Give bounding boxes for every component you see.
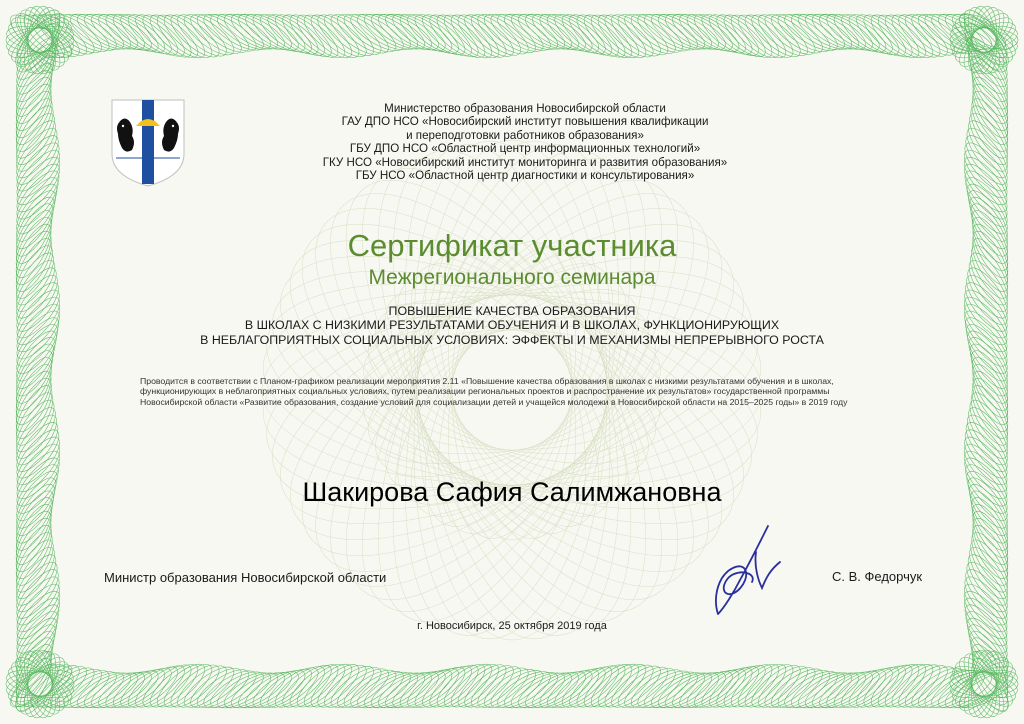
guilloche-loop bbox=[284, 658, 344, 714]
topic-line: В ШКОЛАХ С НИЗКИМИ РЕЗУЛЬТАТАМИ ОБУЧЕНИЯ И В ШКОЛАХ, ФУНКЦИОНИРУЮЩИХ bbox=[244, 318, 780, 333]
guilloche-loop bbox=[865, 8, 925, 64]
guilloche-loop bbox=[431, 658, 491, 714]
guilloche-loop bbox=[858, 8, 918, 63]
guilloche-loop bbox=[711, 8, 771, 63]
seminar-topic bbox=[120, 304, 904, 347]
guilloche-loop bbox=[325, 8, 386, 61]
guilloche-loop bbox=[465, 660, 526, 714]
guilloche-loop bbox=[865, 658, 925, 714]
guilloche-loop bbox=[178, 8, 239, 62]
topic-line: ПОВЫШЕНИЕ КАЧЕСТВА ОБРАЗОВАНИЯ bbox=[388, 304, 636, 318]
guilloche-loop bbox=[958, 305, 1014, 365]
organization-line: ГБУ НСО «Областной центр диагностики и консультирования» bbox=[355, 169, 695, 183]
guilloche-loop bbox=[284, 8, 344, 64]
organization-line: ГАУ ДПО НСО «Новосибирский институт повышения квалификации bbox=[341, 115, 709, 129]
guilloche-loop bbox=[718, 658, 778, 714]
guilloche-loop bbox=[571, 658, 631, 713]
topic-line: В НЕБЛАГОПРИЯТНЫХ СОЦИАЛЬНЫХ УСЛОВИЯХ: ЭФФЕКТЫ И МЕХАНИЗМЫ НЕПРЕРЫВНОГО РОСТА bbox=[200, 332, 824, 347]
recipient-name: Шакирова Сафия Салимжановна bbox=[302, 477, 722, 507]
guilloche-loop bbox=[277, 659, 337, 714]
guilloche-loop bbox=[952, 7, 1015, 74]
guilloche-loop bbox=[8, 7, 71, 74]
guilloche-loop bbox=[325, 661, 386, 714]
guilloche-loop bbox=[957, 649, 1012, 720]
guilloche-loop bbox=[10, 556, 64, 617]
guilloche-loop bbox=[431, 8, 491, 64]
signature-icon bbox=[700, 522, 790, 622]
minister-title: Министр образования Новосибирской области bbox=[104, 570, 387, 585]
signer-name: С. В. Федорчук bbox=[832, 569, 923, 584]
place-and-date: г. Новосибирск, 25 октября 2019 года bbox=[417, 620, 607, 632]
guilloche-loop bbox=[954, 7, 1017, 56]
guilloche-loop bbox=[13, 649, 68, 720]
guilloche-loop bbox=[872, 8, 932, 64]
organization-line: Министерство образования Новосибирской области bbox=[384, 102, 666, 115]
guilloche-loop bbox=[178, 660, 239, 714]
guilloche-loop bbox=[872, 658, 932, 714]
guilloche-loop bbox=[10, 409, 63, 470]
basis-line: функционирующих в неблагоприятных социальных условиях, путем реализации региональных проектов и распространение их результатов» государственной программы bbox=[140, 386, 830, 397]
guilloche-loop bbox=[960, 556, 1014, 617]
organization-line: и переподготовки работников образования» bbox=[406, 128, 644, 142]
guilloche-loop bbox=[465, 8, 526, 62]
guilloche-loop bbox=[571, 8, 631, 63]
guilloche-loop bbox=[137, 8, 197, 63]
organization-line: ГБУ ДПО НСО «Областной центр информационных технологий» bbox=[349, 142, 701, 156]
basis-line: Проводится в соответствии с Планом-графиком реализации мероприятия 2.11 «Повышение качества образования в школах с низкими результатами обучения и в школах, bbox=[140, 376, 834, 386]
guilloche-loop bbox=[952, 7, 1015, 74]
basis-paragraph bbox=[140, 376, 930, 407]
coat-of-arms-icon bbox=[108, 96, 188, 188]
basis-line: Новосибирской области «Развитие образования, создание условий для социализации детей и учащейся молодежи в Новосибирской области на 2015–2025 годы» в 2019 году bbox=[140, 396, 848, 407]
certificate-subtitle: Межрегионального семинара bbox=[368, 266, 656, 289]
guilloche-loop bbox=[858, 658, 918, 713]
guilloche-loop bbox=[960, 122, 1014, 183]
organization-line: ГКУ НСО «Новосибирский институт мониторинга и развития образования» bbox=[322, 155, 728, 169]
guilloche-loop bbox=[10, 122, 64, 183]
guilloche-loop bbox=[137, 658, 197, 713]
guilloche-loop bbox=[10, 165, 65, 225]
guilloche-loop bbox=[13, 649, 68, 720]
guilloche-loop bbox=[899, 8, 960, 62]
guilloche-loop bbox=[612, 8, 673, 62]
guilloche-loop bbox=[10, 305, 66, 365]
organizations-block bbox=[280, 102, 770, 182]
guilloche-loop bbox=[612, 660, 673, 714]
guilloche-loop bbox=[958, 165, 1013, 225]
guilloche-loop bbox=[8, 7, 71, 74]
guilloche-loop bbox=[718, 8, 778, 64]
guilloche-loop bbox=[424, 659, 484, 714]
guilloche-loop bbox=[959, 312, 1014, 372]
guilloche-loop bbox=[961, 409, 1014, 470]
guilloche-loop bbox=[277, 8, 337, 63]
guilloche-loop bbox=[711, 659, 771, 714]
guilloche-loop bbox=[424, 8, 484, 63]
guilloche-loop bbox=[957, 649, 1012, 720]
guilloche-loop bbox=[10, 312, 65, 372]
certificate-title: Сертификат участника bbox=[347, 228, 677, 263]
